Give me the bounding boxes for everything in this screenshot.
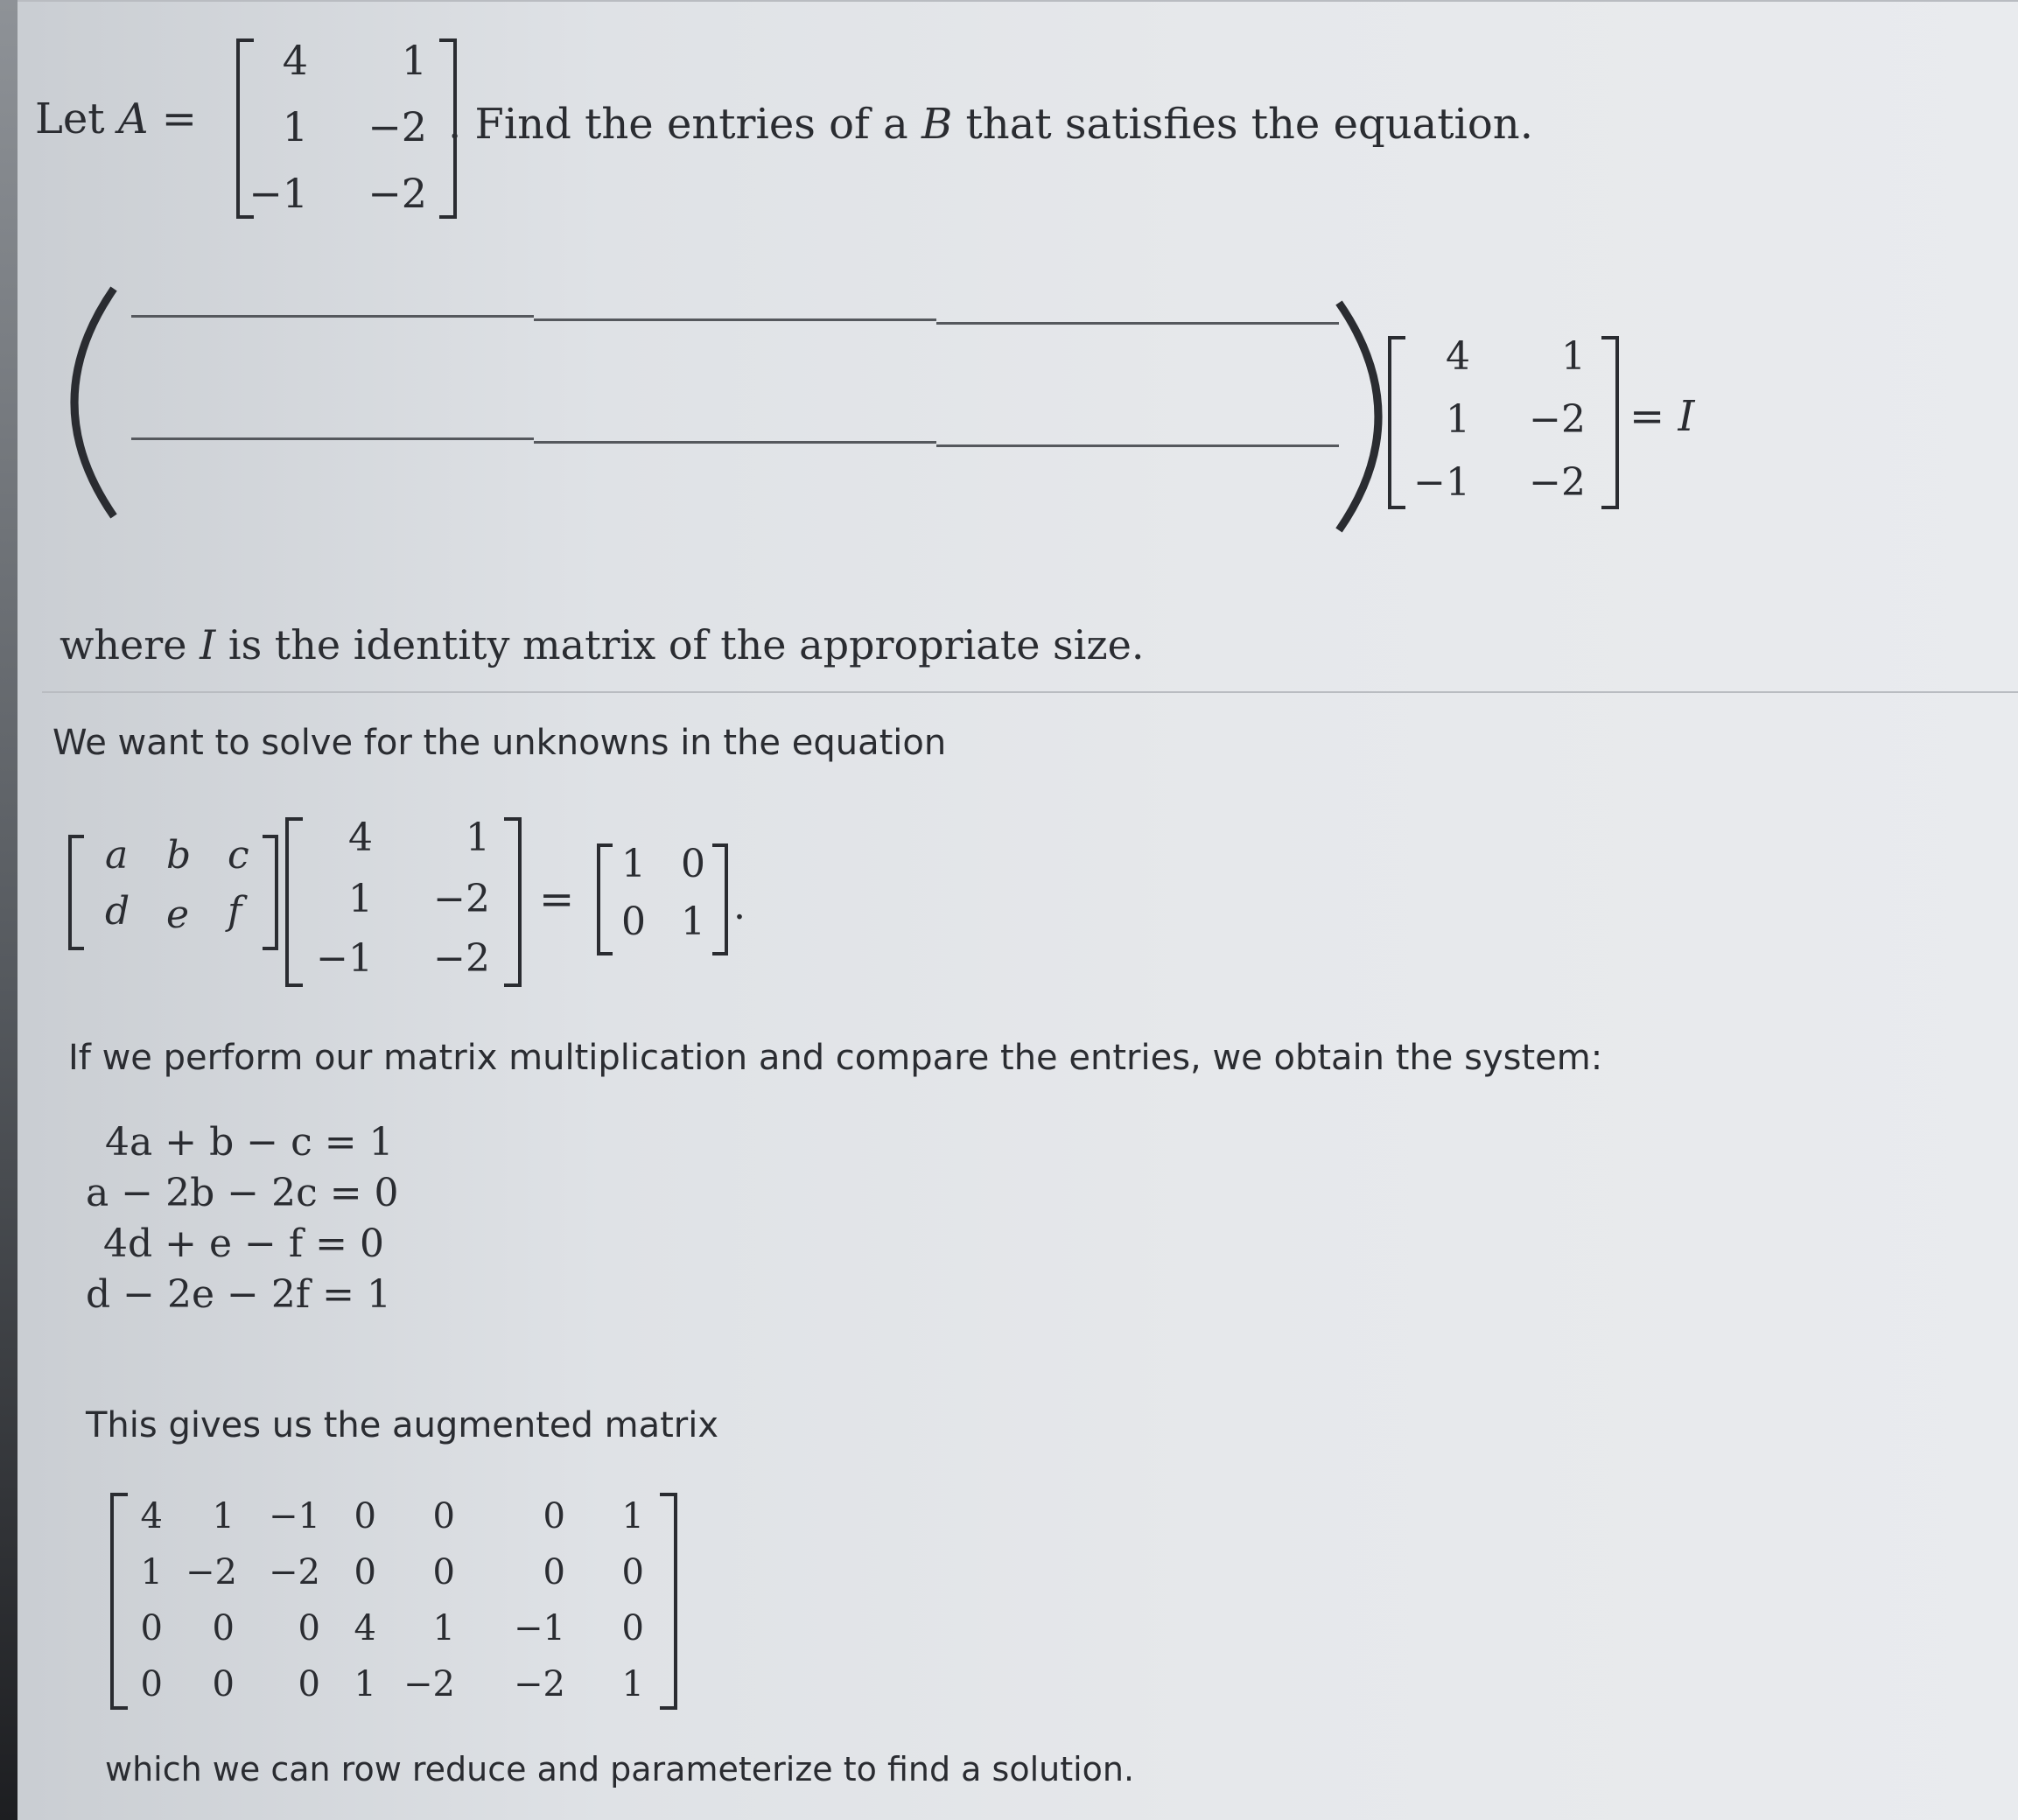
answer-blank-b11[interactable] — [131, 315, 534, 318]
unknown-a: a — [105, 833, 129, 878]
solution-matrix-a — [285, 814, 522, 985]
matrix-cell: −2 — [433, 877, 490, 921]
equals-identity: = I — [1629, 392, 1695, 441]
solution-intro: We want to solve for the unknowns in the equation — [53, 723, 947, 763]
right-bracket — [1601, 336, 1619, 509]
section-divider — [42, 691, 2018, 693]
matrix-cell: 0 — [621, 1608, 644, 1648]
left-bracket — [1388, 336, 1405, 509]
matrix-cell: −2 — [1529, 397, 1586, 442]
matrix-cell: 4 — [354, 1608, 376, 1648]
matrix-cell: −1 — [249, 170, 308, 217]
system-equation-2: a − 2b − 2c = 0 — [86, 1171, 399, 1215]
matrix-b-name: B — [921, 100, 953, 149]
matrix-cell: −2 — [368, 103, 427, 150]
where-text: where — [60, 621, 187, 668]
unknown-f: f — [228, 889, 242, 934]
let-label: Let — [35, 94, 105, 144]
equation-period: . — [733, 884, 746, 928]
answer-blank-b22[interactable] — [534, 441, 936, 444]
answer-matrix — [44, 280, 1374, 525]
matrix-cell: −2 — [514, 1664, 565, 1704]
matrix-cell: 4 — [282, 37, 308, 84]
left-bracket — [285, 817, 303, 987]
matrix-cell: 0 — [140, 1608, 163, 1648]
solution-equals: = — [539, 875, 575, 924]
matrix-cell: 0 — [140, 1664, 163, 1704]
top-divider — [18, 0, 2018, 2]
matrix-a-name: A — [117, 94, 149, 144]
left-bracket — [110, 1493, 128, 1710]
matrix-cell: 1 — [621, 1664, 644, 1704]
unknown-e: e — [166, 892, 190, 937]
matrix-cell: 1 — [466, 816, 490, 860]
right-bracket — [263, 835, 278, 950]
matrix-cell: 0 — [212, 1664, 235, 1704]
system-equation-4: d − 2e − 2f = 1 — [86, 1272, 391, 1317]
matrix-cell: −1 — [269, 1496, 320, 1536]
matrix-cell: 1 — [432, 1608, 455, 1648]
matrix-cell: −2 — [1529, 460, 1586, 505]
matrix-cell: 0 — [621, 1552, 644, 1592]
equals-sign: = — [161, 94, 197, 144]
question-find-text — [448, 100, 1533, 149]
augmented-matrix — [110, 1489, 677, 1710]
answer-blank-b13[interactable] — [936, 322, 1339, 325]
answer-blank-b23[interactable] — [936, 444, 1339, 447]
left-bracket — [68, 835, 84, 950]
matrix-cell: −2 — [368, 170, 427, 217]
matrix-cell: 0 — [212, 1608, 235, 1648]
unknowns-matrix — [68, 831, 278, 950]
matrix-cell: −1 — [1413, 460, 1470, 505]
matrix-cell: 1 — [621, 842, 646, 886]
find-rest-text: that satisfies the equation. — [965, 100, 1533, 149]
matrix-cell: 0 — [354, 1496, 376, 1536]
left-paren — [44, 280, 123, 525]
matrix-cell: −1 — [316, 936, 373, 981]
system-equation-3: 4d + e − f = 0 — [103, 1222, 384, 1266]
matrix-cell: 0 — [432, 1496, 455, 1536]
matrix-cell: 1 — [354, 1664, 376, 1704]
matrix-cell: −2 — [269, 1552, 320, 1592]
find-text: . Find the entries of a — [448, 100, 908, 149]
matrix-cell: 1 — [212, 1496, 235, 1536]
conclusion-text: which we can row reduce and parameterize to find a solution. — [105, 1750, 1135, 1788]
identity-note — [60, 621, 1144, 668]
where-rest-text: is the identity matrix of the appropriate size. — [228, 621, 1145, 668]
answer-blank-b21[interactable] — [131, 438, 534, 440]
matrix-cell: 4 — [348, 816, 373, 860]
matrix-cell: 0 — [621, 900, 646, 944]
matrix-cell: −2 — [403, 1664, 455, 1704]
matrix-cell: 1 — [1446, 397, 1470, 442]
question-matrix-a — [221, 35, 457, 219]
unknown-c: c — [228, 833, 249, 878]
question-let — [35, 94, 197, 144]
matrix-cell: −2 — [433, 936, 490, 981]
system-intro: If we perform our matrix multiplication and compare the entries, we obtain the system: — [68, 1038, 1603, 1078]
matrix-cell: 0 — [354, 1552, 376, 1592]
matrix-cell: 4 — [1446, 334, 1470, 379]
unknown-d: d — [105, 889, 130, 934]
matrix-cell: 0 — [298, 1608, 320, 1648]
identity-matrix — [597, 840, 728, 956]
equation-matrix-a — [1383, 332, 1619, 508]
matrix-cell: −2 — [186, 1552, 237, 1592]
system-equation-1: 4a + b − c = 1 — [105, 1120, 394, 1165]
matrix-cell: 1 — [140, 1552, 163, 1592]
matrix-cell: 0 — [298, 1664, 320, 1704]
identity-name: I — [200, 621, 216, 668]
problem-page — [18, 0, 2018, 1820]
matrix-cell: 1 — [621, 1496, 644, 1536]
matrix-cell: 1 — [401, 37, 427, 84]
matrix-cell: 1 — [1561, 334, 1586, 379]
matrix-cell: 4 — [140, 1496, 163, 1536]
right-bracket — [504, 817, 522, 987]
right-bracket — [712, 844, 728, 956]
screen-bezel — [0, 0, 18, 1820]
matrix-cell: 1 — [348, 877, 373, 921]
left-bracket — [597, 844, 613, 956]
matrix-cell: −1 — [514, 1608, 565, 1648]
augmented-intro: This gives us the augmented matrix — [86, 1405, 719, 1446]
matrix-cell: 0 — [543, 1496, 565, 1536]
matrix-cell: 0 — [543, 1552, 565, 1592]
answer-blank-b12[interactable] — [534, 318, 936, 321]
matrix-cell: 0 — [681, 842, 705, 886]
matrix-cell: 1 — [681, 900, 705, 944]
unknown-b: b — [166, 833, 192, 878]
right-bracket — [660, 1493, 677, 1710]
matrix-cell: 0 — [432, 1552, 455, 1592]
matrix-cell: 1 — [282, 103, 308, 150]
